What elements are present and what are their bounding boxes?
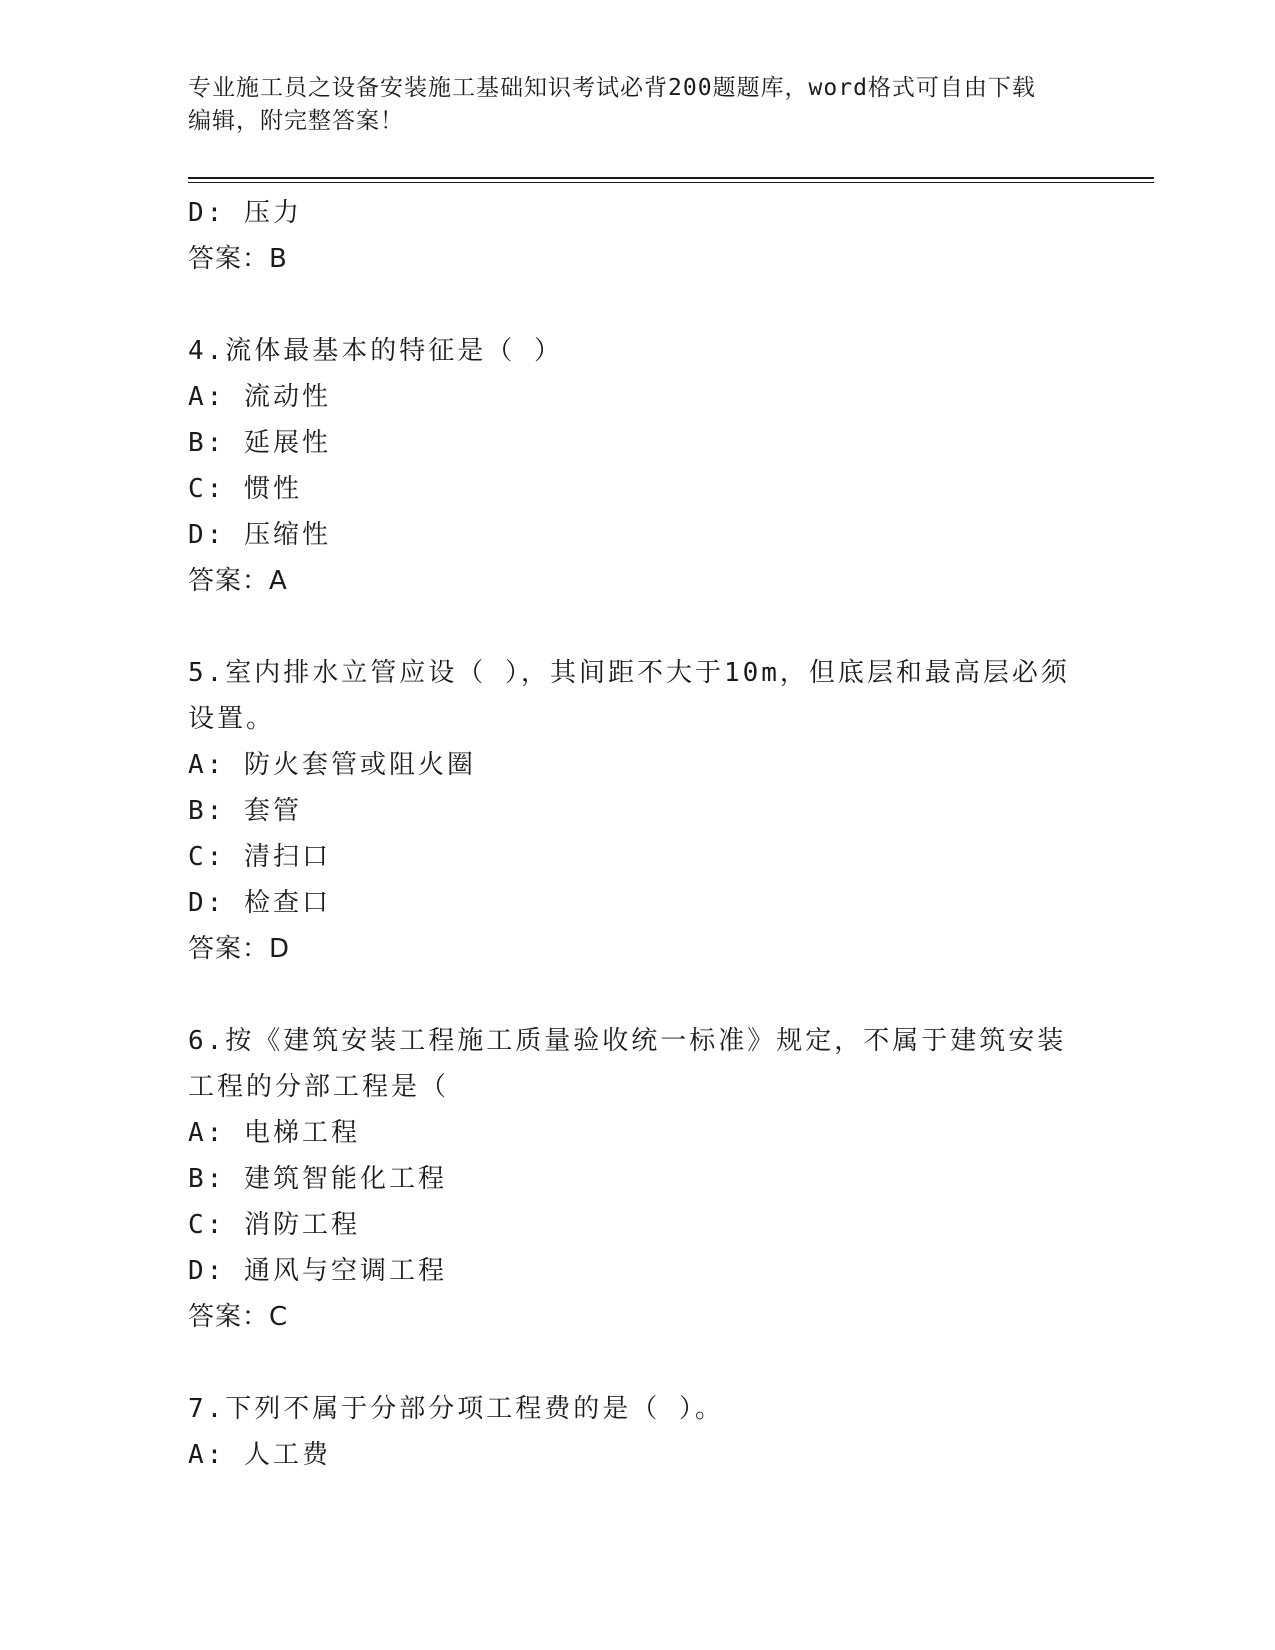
question-stem-line-2: 设置。 [188,704,276,734]
question-stem: 4.流体最基本的特征是（ ） [188,336,563,366]
question-stem-line-2: 工程的分部工程是（ [188,1072,450,1102]
option-a: A: 人工费 [188,1440,331,1470]
answer-line: 答案：B [188,244,288,274]
option-a: A: 流动性 [188,382,331,412]
option-d: D: 通风与空调工程 [188,1256,447,1286]
option-c: C: 清扫口 [188,842,331,872]
answer-line: 答案：C [188,1302,289,1332]
option-a: A: 电梯工程 [188,1118,360,1148]
option-c: C: 惯性 [188,474,302,504]
option-b: B: 套管 [188,796,302,826]
option-b: B: 延展性 [188,428,331,458]
question-content [188,190,1088,1478]
header-rule-thin [188,182,1154,183]
option-d: D: 检查口 [188,888,331,918]
question-4 [188,328,1088,604]
answer-line: 答案：A [188,566,288,596]
question-7 [188,1386,1088,1478]
question-stem-line-1: 5.室内排水立管应设（ ），其间距不大于10m，但底层和最高层必须 [188,658,1070,688]
answer-line: 答案：D [188,934,291,964]
option-d: D: 压缩性 [188,520,331,550]
option-b: B: 建筑智能化工程 [188,1164,447,1194]
question-stem: 7.下列不属于分部分项工程费的是（ ）。 [188,1394,724,1424]
question-6 [188,1018,1088,1340]
question-stem-line-1: 6.按《建筑安装工程施工质量验收统一标准》规定，不属于建筑安装 [188,1026,1067,1056]
option-c: C: 消防工程 [188,1210,360,1240]
document-header: 专业施工员之设备安装施工基础知识考试必背200题题库，word格式可自由下载 编辑，附完整答案！ [188,75,1036,134]
header-rule-thick [188,177,1154,179]
option-d: D: 压力 [188,198,302,228]
question-5 [188,650,1088,972]
option-a: A: 防火套管或阻火圈 [188,750,476,780]
